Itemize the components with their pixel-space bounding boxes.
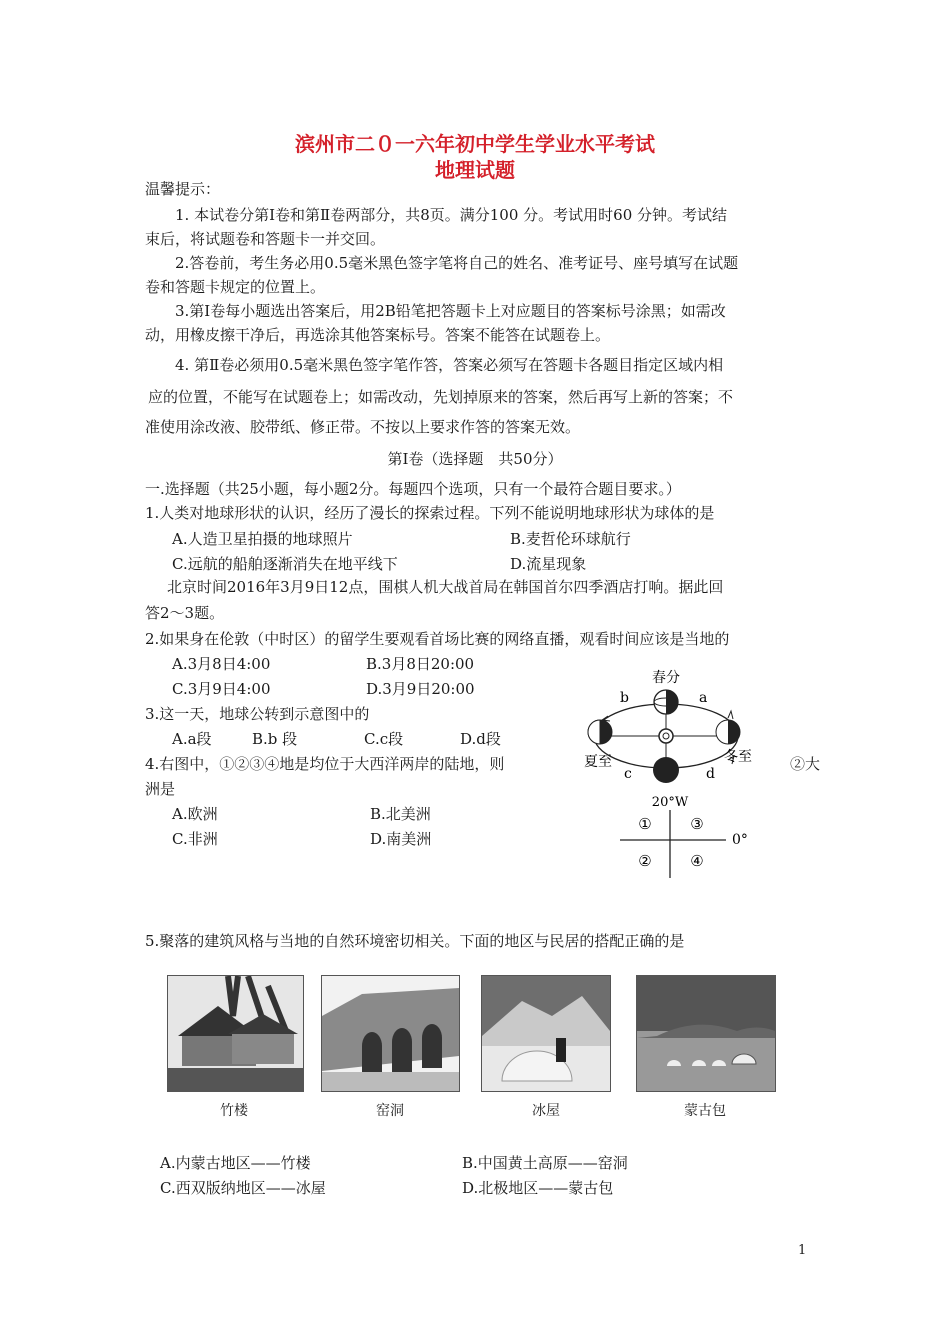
q3-option-b: B.b 段: [252, 730, 298, 748]
photo-bamboo-house: [167, 975, 304, 1092]
q1-option-d: D.流星现象: [510, 555, 587, 573]
q4-option-b: B.北美洲: [370, 805, 431, 823]
q1-option-a: A.人造卫星拍摄的地球照片: [172, 530, 353, 548]
photo-cave-dwelling: [321, 975, 460, 1092]
caption-yurt: 蒙古包: [684, 1103, 726, 1119]
q5-option-a: A.内蒙古地区——竹楼: [160, 1154, 311, 1172]
notice-p2b: 卷和答题卡规定的位置上。: [145, 278, 326, 296]
grid-4: ④: [690, 852, 704, 870]
grid-diagram: [600, 788, 760, 880]
q3-option-c: C.c段: [364, 730, 404, 748]
q1-option-c: C.远航的船舶逐渐消失在地平线下: [172, 555, 398, 573]
q4-stem: 4.右图中，①②③④地是均位于大西洋两岸的陆地，则: [145, 755, 505, 773]
q5-option-b: B.中国黄土高原——窑洞: [462, 1154, 628, 1172]
earth-orbit-diagram: [578, 664, 788, 794]
photo-yurt: [636, 975, 776, 1092]
material-line1: 北京时间2016年3月9日12点，围棋人机大战首局在韩国首尔四季酒店打响。据此回: [167, 578, 724, 596]
label-b: b: [620, 690, 629, 706]
q2-option-a: A.3月8日4:00: [172, 655, 271, 673]
q4-stem-tail: ②大: [790, 755, 821, 773]
exam-subtitle: 地理试题: [435, 158, 515, 182]
label-spring: 春分: [652, 670, 680, 686]
orbit-arrow-a: [728, 711, 733, 719]
photo-igloo: [481, 975, 611, 1092]
page-number: 1: [798, 1243, 807, 1258]
caption-bamboo-house: 竹楼: [220, 1103, 248, 1119]
label-winter: 冬至: [724, 749, 752, 765]
q2-option-b: B.3月8日20:00: [366, 655, 475, 673]
notice-p3b: 动，用橡皮擦干净后，再选涂其他答案标号。答案不能答在试题卷上。: [145, 326, 611, 344]
notice-p3a: 3.第Ⅰ卷每小题选出答案后，用2B铅笔把答题卡上对应题目的答案标号涂黑；如需改: [175, 302, 726, 320]
part-heading: 一.选择题（共25小题，每小题2分。每题四个选项，只有一个最符合题目要求。）: [145, 480, 681, 498]
label-c: c: [624, 766, 632, 782]
grid-2: ②: [638, 852, 652, 870]
q4-option-a: A.欧洲: [172, 805, 218, 823]
notice-p4c: 准使用涂改液、胶带纸、修正带。不按以上要求作答的答案无效。: [145, 418, 581, 436]
notice-p2a: 2.答卷前，考生务必用0.5毫米黑色签字笔将自己的姓名、准考证号、座号填写在试题: [175, 254, 739, 272]
label-lon: 20°W: [651, 795, 689, 810]
exam-title: 滨州市二０一六年初中学生学业水平考试: [295, 132, 655, 156]
notice-heading: 温馨提示：: [145, 180, 221, 198]
notice-p4a: 4. 第Ⅱ卷必须用0.5毫米黑色签字笔作答，答案必须写在答题卡各题目指定区域内相: [175, 356, 724, 374]
label-summer: 夏至: [584, 754, 612, 770]
q4-option-d: D.南美洲: [370, 830, 432, 848]
q5-option-d: D.北极地区——蒙古包: [462, 1179, 614, 1197]
caption-igloo: 冰屋: [532, 1103, 560, 1119]
section-heading: 第Ⅰ卷（选择题 共50分）: [387, 450, 563, 468]
q1-option-b: B.麦哲伦环球航行: [510, 530, 631, 548]
material-line2: 答2～3题。: [145, 604, 225, 622]
q2-option-d: D.3月9日20:00: [366, 680, 475, 698]
notice-p4b: 应的位置，不能写在试题卷上；如需改动，先划掉原来的答案，然后再写上新的答案；不: [148, 388, 734, 406]
notice-p1b: 束后，将试题卷和答题卡一并交回。: [145, 230, 386, 248]
q1-stem: 1.人类对地球形状的认识，经历了漫长的探索过程。下列不能说明地球形状为球体的是: [145, 504, 715, 522]
q5-option-c: C.西双版纳地区——冰屋: [160, 1179, 326, 1197]
q4-option-c: C.非洲: [172, 830, 218, 848]
notice-p1a: 1. 本试卷分第Ⅰ卷和第Ⅱ卷两部分，共8页。满分100 分。考试用时60 分钟。考试结: [175, 206, 728, 224]
q4-stem-2: 洲是: [145, 780, 176, 798]
earth-autumn-icon: [653, 757, 679, 783]
label-lat: 0°: [732, 832, 748, 848]
label-d: d: [706, 766, 715, 782]
q3-option-a: A.a段: [172, 730, 212, 748]
label-a: a: [699, 690, 708, 706]
grid-1: ①: [638, 815, 652, 833]
caption-cave-dwelling: 窑洞: [376, 1103, 404, 1119]
q2-option-c: C.3月9日4:00: [172, 680, 271, 698]
grid-3: ③: [690, 815, 704, 833]
q3-stem: 3.这一天，地球公转到示意图中的: [145, 705, 370, 723]
q5-stem: 5.聚落的建筑风格与当地的自然环境密切相关。下面的地区与民居的搭配正确的是: [145, 932, 685, 950]
q2-stem: 2.如果身在伦敦（中时区）的留学生要观看首场比赛的网络直播，观看时间应该是当地的: [145, 630, 730, 648]
q3-option-d: D.d段: [460, 730, 501, 748]
